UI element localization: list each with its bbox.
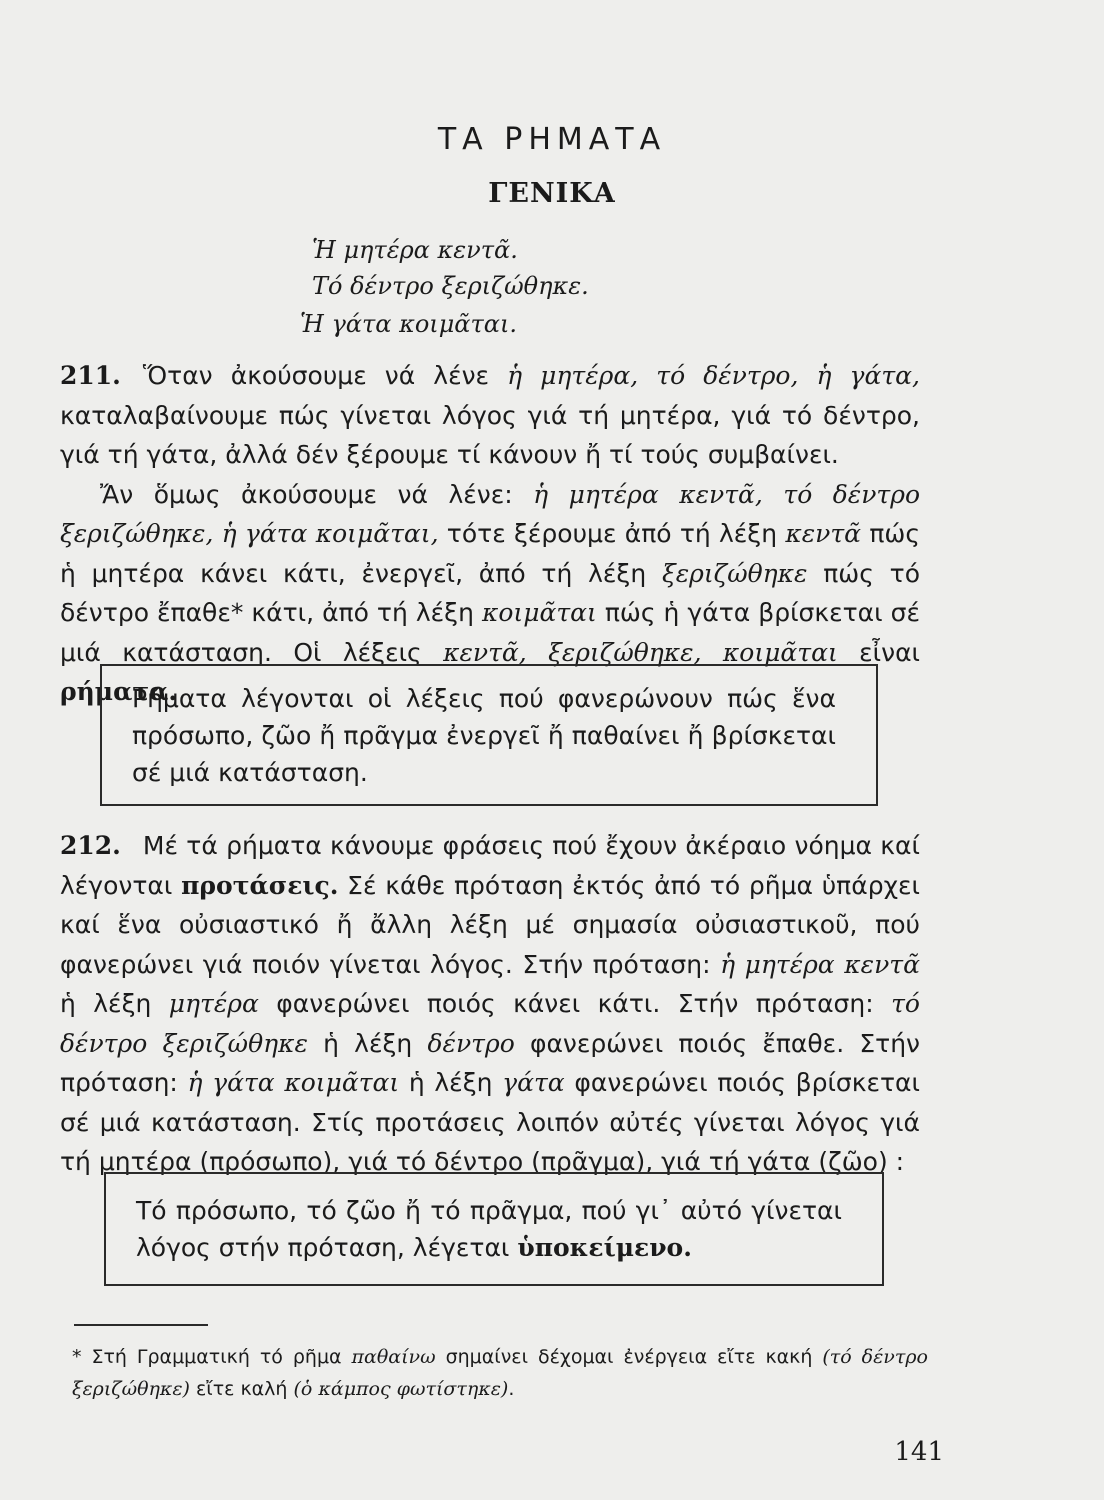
section-212-paragraph: 212. Μέ τά ρήματα κάνουμε φράσεις πού ἔχουν ἀκέραιο νόημα καί λέγονται προτάσεις. Σέ κάθε πρόταση ἐκτός ἀπό τό ρῆμα ὑπάρχει καί ἕνα οὐσιαστικό ἤ ἄλλη λέξη μέ σημασία οὐσιαστικοῦ, πού φανερώνει γιά ποιόν γίνεται λόγος. Στήν πρόταση: ἡ μητέρα κεντᾶ ἡ λέξη μητέρα φανερώνει ποιός κάνει κάτι. Στήν πρόταση: τό δέντρο ξεριζώθηκε ἡ λέξη δέντρο φανερώνει ποιός ἔπαθε. Στήν πρόταση: ἡ γάτα κοιμᾶται ἡ λέξη γάτα φανερώνει ποιός βρίσκεται σέ μιά κατάσταση. Στίς προτάσεις λοιπόν αὐτές γίνεται λόγος γιά τή μητέρα (πρόσωπο), γιά τό δέντρο (πρᾶγμα), γιά τή γάτα (ζῶο) : [60,831,921,1176]
section-subtitle: ΓΕΝΙΚΑ [488,178,616,209]
section-212 [60,826,920,1182]
definition-text-subject: Τό πρόσωπο, τό ζῶο ἤ τό πρᾶγμα, πού γι᾽ αὐτό γίνεται λόγος στήν πρόταση, λέγεται ὑποκείμενο. [136,1196,842,1262]
example-sentence-3: Ἡ γάτα κοιμᾶται. [300,310,518,338]
section-211 [60,356,920,712]
section-211-paragraph-2: Ἄν ὅμως ἀκούσουμε νά λένε: ἡ μητέρα κεντᾶ, τό δέντρο ξεριζώθηκε, ἡ γάτα κοιμᾶται, τότε ξέρουμε ἀπό τή λέξη κεντᾶ πώς ἡ μητέρα κάνει κάτι, ἐνεργεῖ, ἀπό τή λέξη ξεριζώθηκε πώς τό δέντρο ἔπαθε* κάτι, ἀπό τή λέξη κοιμᾶται πώς ἡ γάτα βρίσκεται σέ μιά κατάσταση. Οἱ λέξεις κεντᾶ, ξεριζώθηκε, κοιμᾶται εἶναι ρήματα. [60,479,921,706]
example-sentence-1: Ἡ μητέρα κεντᾶ. [312,236,518,264]
definition-box-subject [104,1172,884,1286]
definition-box-verbs [100,664,878,806]
section-211-paragraph-1: 211. Ὅταν ἀκούσουμε νά λένε ἡ μητέρα, τό δέντρο, ἡ γάτα, καταλαβαίνουμε πώς γίνεται λόγος γιά τή μητέρα, γιά τό δέντρο, γιά τή γάτα, ἀλλά δέν ξέρουμε τί κάνουν ἤ τί τούς συμβαίνει. [60,361,920,469]
footnote: * Στή Γραμματική τό ρῆμα παθαίνω σημαίνει δέχομαι ἐνέργεια εἴτε κακή (τό δέντρο ξεριζώθηκε) εἴτε καλή (ὁ κάμπος φωτίστηκε). [72,1346,928,1400]
example-sentence-2: Τό δέντρο ξεριζώθηκε. [312,272,589,300]
page-number: 141 [894,1437,944,1467]
section-number: 211. [60,361,121,390]
section-number: 212. [60,831,121,860]
chapter-title: ΤΑ ΡΗΜΑΤΑ [437,122,667,157]
definition-text-verbs: Ρήματα λέγονται οἱ λέξεις πού φανερώνουν πώς ἕνα πρόσωπο, ζῶο ἤ πρᾶγμα ἐνεργεῖ ἤ παθαίνει ἤ βρίσκεται σέ μιά κατάσταση. [132,684,836,787]
footnote-divider [74,1324,208,1326]
